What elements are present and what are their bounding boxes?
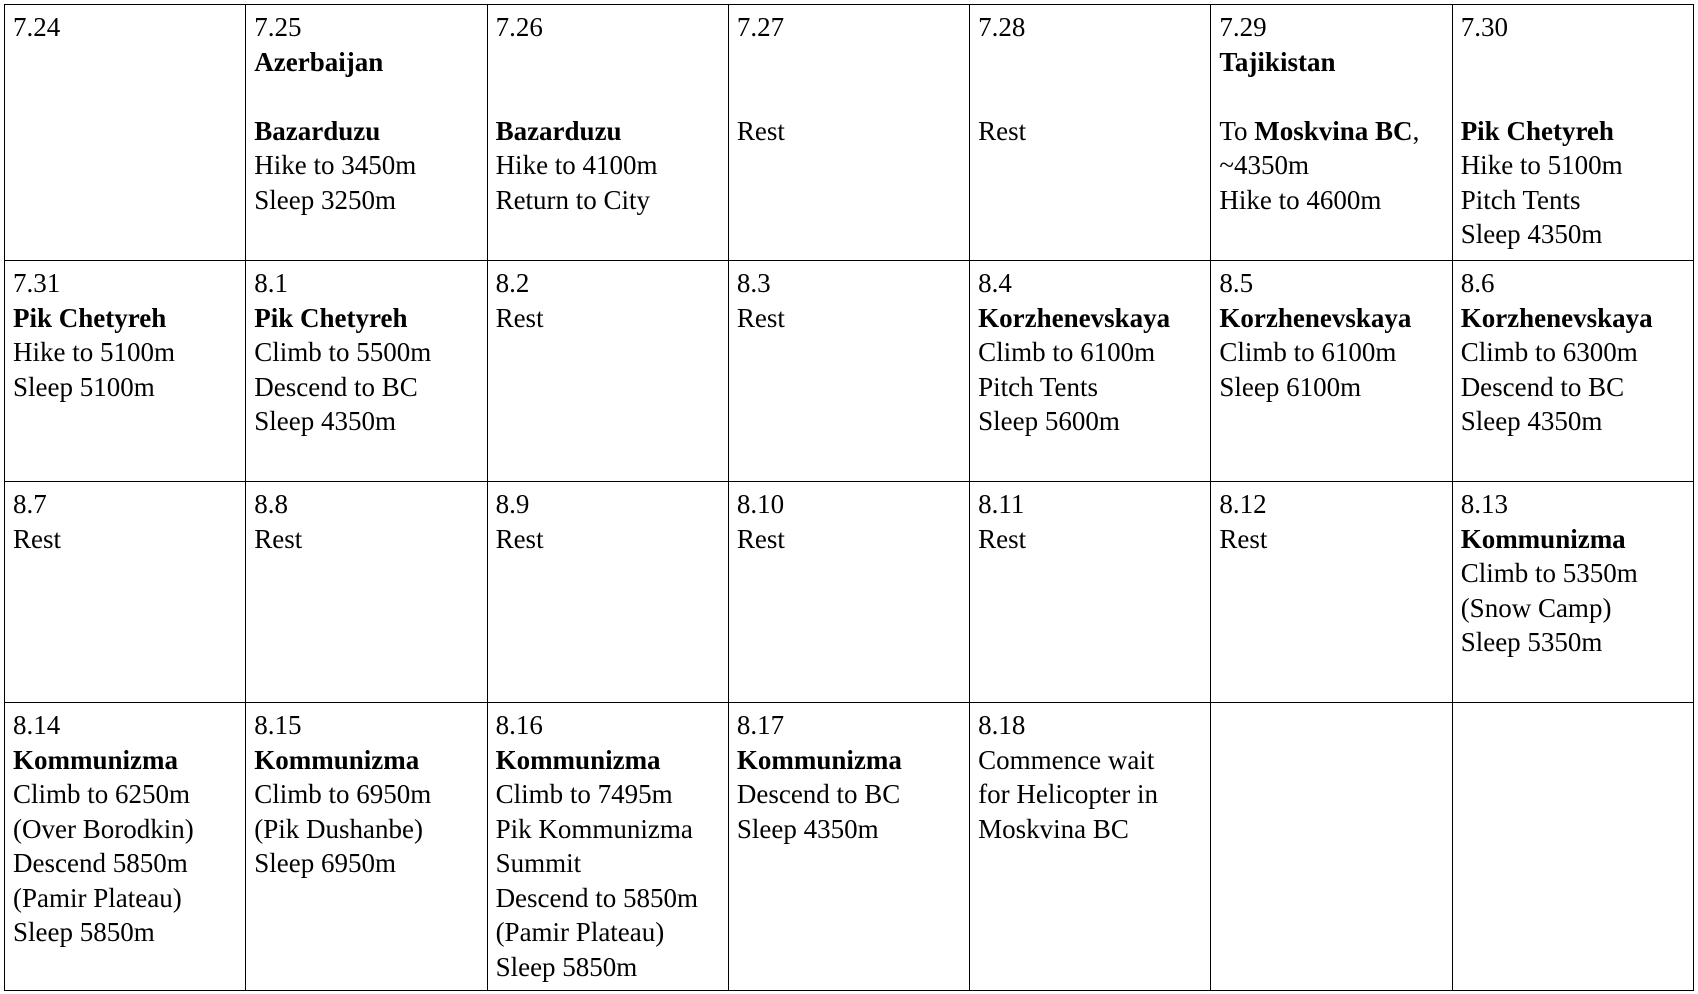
day-date: 8.15: [254, 710, 302, 740]
location-name: Korzhenevskaya: [978, 302, 1171, 333]
activity-text: ,: [1412, 115, 1420, 146]
activity-line: Climb to 6250m: [13, 779, 191, 809]
spacer-line: [496, 79, 722, 114]
day-date: 8.10: [736, 489, 785, 519]
day-date: 8.14: [13, 710, 61, 740]
activity-line: Commence wait: [978, 744, 1155, 775]
location-name: Kommunizma: [736, 744, 902, 775]
day-cell: [246, 482, 487, 703]
day-date: 8.4: [978, 268, 1012, 298]
day-date: 7.27: [736, 12, 785, 42]
day-cell: [728, 5, 969, 261]
activity-line: Rest: [736, 302, 785, 333]
day-date: 8.3: [736, 268, 771, 298]
activity-line: Hike to 3450m: [254, 150, 417, 180]
day-cell: [246, 703, 487, 991]
spacer-line: [254, 79, 480, 114]
week-row: [5, 5, 1694, 261]
activity-line: Climb to 6950m: [254, 779, 432, 809]
activity-line: Climb to 7495m: [495, 779, 673, 809]
day-date: 8.11: [978, 489, 1025, 519]
spacer-line: [1461, 79, 1687, 114]
day-date: 8.12: [1219, 489, 1267, 519]
day-date: 7.29: [1219, 12, 1267, 42]
activity-line: Descend to BC: [736, 779, 901, 809]
spacer-line: [737, 45, 963, 80]
activity-line: Pitch Tents: [978, 371, 1098, 402]
activity-line: Rest: [978, 523, 1027, 554]
activity-line: Sleep 3250m: [254, 184, 397, 215]
day-date: 8.5: [1219, 268, 1254, 298]
day-cell: [1452, 261, 1693, 482]
day-cell: [5, 482, 246, 703]
activity-line: Sleep 5600m: [978, 406, 1120, 436]
spacer-line: [1219, 79, 1445, 114]
day-date: 7.31: [13, 268, 61, 298]
spacer-line: [737, 79, 963, 114]
day-cell: [970, 261, 1211, 482]
day-cell: [728, 261, 969, 482]
day-cell: [970, 703, 1211, 991]
day-date: 8.6: [1460, 268, 1495, 298]
day-cell: [487, 482, 728, 703]
day-cell: [5, 703, 246, 991]
activity-line: ~4350m: [1219, 150, 1310, 180]
activity-line: Sleep 4350m: [254, 406, 397, 436]
day-cell: [246, 5, 487, 261]
day-cell: [970, 482, 1211, 703]
activity-line: Descend to BC: [1460, 371, 1625, 402]
activity-line: Summit: [495, 848, 582, 878]
day-cell: [970, 5, 1211, 261]
day-cell: [487, 5, 728, 261]
activity-line: Hike to 5100m: [13, 337, 175, 367]
activity-line: (Pamir Plateau): [495, 917, 665, 947]
spacer-line: [496, 45, 722, 80]
activity-line: Hike to 4100m: [495, 150, 658, 180]
day-cell: [246, 261, 487, 482]
activity-line: (Pik Dushanbe): [254, 813, 424, 844]
location-name: Tajikistan: [1219, 46, 1336, 77]
day-cell: [1211, 261, 1452, 482]
day-cell: [728, 482, 969, 703]
day-date: 8.13: [1460, 489, 1508, 519]
spacer-line: [978, 45, 1204, 80]
day-cell: [1452, 482, 1693, 703]
location-name: Pik Chetyreh: [13, 302, 167, 333]
day-date: 8.1: [254, 268, 289, 298]
activity-line: Climb to 5500m: [254, 337, 432, 367]
activity-line: Sleep 5350m: [1460, 627, 1603, 657]
activity-line: Rest: [736, 115, 785, 146]
activity-line: Climb to 6100m: [978, 337, 1156, 367]
location-name: Bazarduzu: [495, 115, 622, 146]
activity-line: (Pamir Plateau): [13, 882, 182, 913]
week-row: [5, 261, 1694, 482]
calendar-body: [5, 5, 1694, 991]
activity-line: Sleep 5850m: [13, 917, 155, 947]
day-cell: [1211, 482, 1452, 703]
location-name: Kommunizma: [495, 744, 661, 775]
activity-line: Rest: [736, 523, 785, 554]
activity-line: Rest: [495, 302, 544, 333]
activity-line: Descend to 5850m: [495, 882, 699, 913]
activity-line: Rest: [13, 523, 62, 554]
location-name: Moskvina BC: [1254, 115, 1413, 146]
activity-line: Sleep 4350m: [1460, 219, 1603, 249]
activity-line: Sleep 5850m: [495, 951, 638, 982]
activity-line: Return to City: [495, 184, 651, 215]
activity-line: Sleep 6100m: [1219, 371, 1362, 402]
day-cell: [5, 5, 246, 261]
activity-line: Hike to 5100m: [1460, 150, 1623, 180]
location-name: Korzhenevskaya: [1219, 302, 1412, 333]
activity-line: Sleep 4350m: [1460, 406, 1603, 436]
activity-line: Descend to BC: [254, 371, 418, 402]
activity-line: (Snow Camp): [1460, 592, 1612, 623]
activity-line: Pitch Tents: [1460, 184, 1581, 215]
activity-text: To: [1219, 115, 1255, 146]
location-name: Pik Chetyreh: [1460, 115, 1614, 146]
day-cell: [487, 261, 728, 482]
day-cell: [1452, 703, 1693, 991]
activity-line: Sleep 5100m: [13, 371, 155, 402]
location-name: Korzhenevskaya: [1460, 302, 1653, 333]
activity-line: (Over Borodkin): [13, 813, 194, 844]
day-date: 8.8: [254, 489, 289, 519]
activity-line: for Helicopter in: [978, 779, 1159, 809]
day-date: 7.24: [13, 12, 61, 42]
day-date: 7.26: [495, 12, 543, 42]
day-cell: [1452, 5, 1693, 261]
day-cell: [1211, 703, 1452, 991]
activity-line: Moskvina BC: [978, 813, 1129, 844]
day-cell: [1211, 5, 1452, 261]
day-date: 7.25: [254, 12, 302, 42]
activity-line: Climb to 6300m: [1460, 337, 1638, 367]
location-name: Pik Chetyreh: [254, 302, 408, 333]
activity-line: Rest: [254, 523, 303, 554]
day-date: 7.30: [1460, 12, 1508, 42]
location-name: Kommunizma: [13, 744, 178, 775]
location-name: Kommunizma: [1460, 523, 1626, 554]
spacer-line: [1461, 45, 1687, 80]
activity-line: Climb to 5350m: [1460, 558, 1638, 588]
activity-line: Climb to 6100m: [1219, 337, 1397, 367]
location-name: Bazarduzu: [254, 115, 381, 146]
day-date: 8.7: [13, 489, 47, 519]
activity-line: [1219, 114, 1445, 149]
activity-line: Sleep 4350m: [736, 813, 879, 844]
day-cell: [728, 703, 969, 991]
day-date: 8.9: [495, 489, 530, 519]
day-date: 8.2: [495, 268, 530, 298]
day-date: 8.16: [495, 710, 543, 740]
activity-line: Hike to 4600m: [1219, 184, 1382, 215]
day-date: 7.28: [978, 12, 1026, 42]
day-cell: [5, 261, 246, 482]
itinerary-calendar-table: [4, 4, 1694, 991]
location-name: Azerbaijan: [254, 46, 384, 77]
activity-line: Sleep 6950m: [254, 848, 397, 878]
location-name: Kommunizma: [254, 744, 420, 775]
day-date: 8.17: [736, 710, 785, 740]
activity-line: Rest: [495, 523, 544, 554]
activity-line: Pik Kommunizma: [495, 813, 693, 844]
activity-line: Descend 5850m: [13, 848, 188, 878]
day-date: 8.18: [978, 710, 1026, 740]
activity-line: Rest: [1219, 523, 1268, 554]
week-row: [5, 482, 1694, 703]
activity-line: Rest: [978, 115, 1027, 146]
day-cell: [487, 703, 728, 991]
week-row: [5, 703, 1694, 991]
spacer-line: [978, 79, 1204, 114]
